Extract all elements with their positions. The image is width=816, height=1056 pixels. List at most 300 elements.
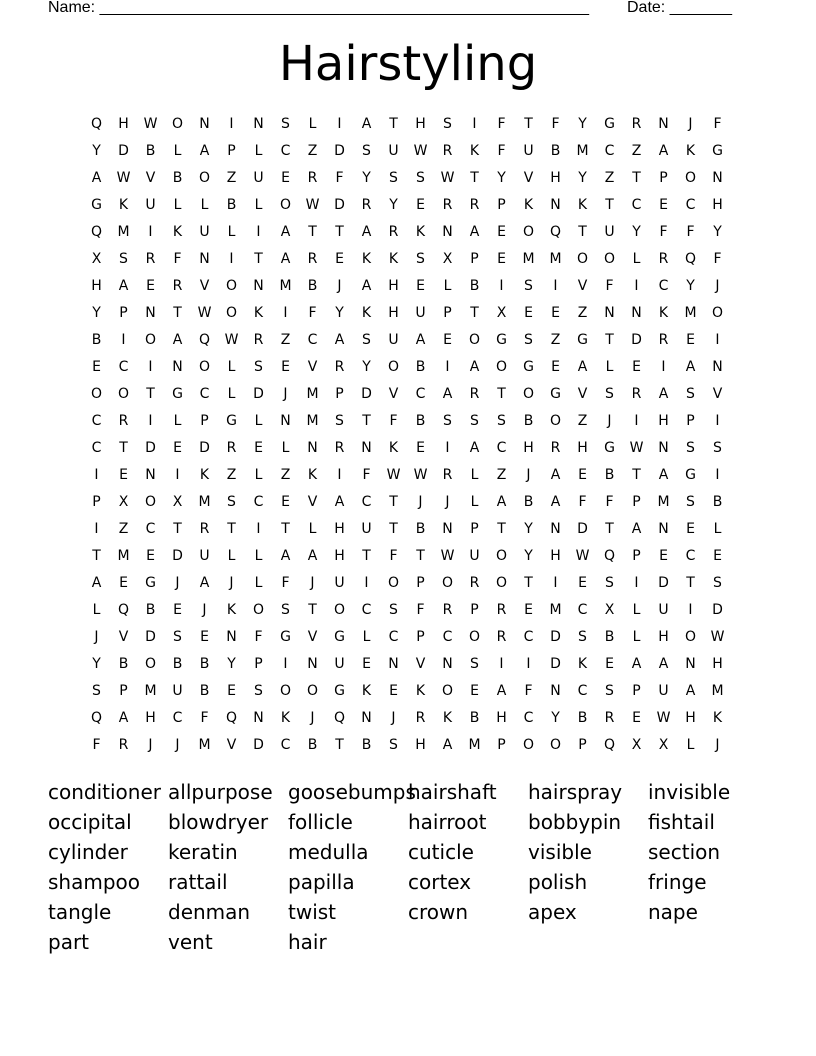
grid-letter: Y [362,170,371,186]
grid-letter: Y [92,656,101,672]
grid-letter: X [442,251,453,267]
grid-letter: A [280,251,291,267]
grid-letter: F [605,278,614,294]
grid-letter: A [685,683,696,699]
grid-letter: A [469,440,480,456]
word-bank-item: shampoo [48,870,141,894]
word-bank-item: goosebumps [288,780,416,804]
grid-letter: C [91,440,102,456]
grid-letter: F [659,224,668,240]
grid-letter: S [605,575,614,591]
grid-letter: P [578,737,587,753]
grid-row [83,624,731,651]
grid-letter: I [472,116,477,132]
grid-letter: A [307,548,318,564]
grid-letter: C [577,683,588,699]
grid-letter: N [658,440,669,456]
grid-letter: A [631,521,642,537]
grid-letter: E [524,305,533,321]
grid-letter: E [470,683,479,699]
grid-letter: A [550,467,561,483]
grid-letter: T [119,440,128,456]
grid-letter: C [442,629,453,645]
word-bank-item: polish [528,870,588,894]
grid-letter: F [200,710,209,726]
grid-letter: N [253,710,264,726]
grid-letter: P [470,251,479,267]
grid-letter: R [334,440,345,456]
grid-letter: I [148,359,153,375]
grid-letter: P [443,305,452,321]
grid-letter: C [415,386,426,402]
grid-letter: L [686,737,695,753]
grid-letter: L [632,602,641,618]
grid-letter: V [307,359,318,375]
grid-letter: Y [92,305,101,321]
grid-letter: J [337,278,342,294]
grid-letter: A [199,575,210,591]
grid-letter: I [553,278,558,294]
grid-letter: S [524,332,533,348]
grid-letter: B [145,602,156,618]
grid-letter: R [550,440,561,456]
grid-letter: H [712,197,723,213]
grid-letter: O [495,548,508,564]
grid-letter: T [605,521,614,537]
grid-letter: J [715,278,720,294]
grid-letter: D [631,332,642,348]
grid-letter: V [712,386,723,402]
grid-letter: D [361,386,372,402]
grid-letter: A [442,386,453,402]
grid-letter: P [497,737,506,753]
grid-letter: J [148,737,153,753]
grid-row [83,300,731,327]
grid-letter: J [418,494,423,510]
grid-letter: Y [713,224,722,240]
grid-letter: H [145,710,156,726]
grid-letter: K [577,656,588,672]
word-bank-item: blowdryer [168,810,269,834]
grid-letter: J [175,575,180,591]
grid-letter: O [387,575,400,591]
grid-letter: Y [92,143,101,159]
grid-letter: M [306,386,319,402]
grid-row [83,570,731,597]
grid-letter: Q [90,224,103,240]
grid-letter: D [550,629,561,645]
word-bank-item: section [648,840,721,864]
grid-letter: Y [524,548,533,564]
grid-letter: S [173,629,182,645]
grid-letter: S [416,251,425,267]
grid-letter: E [497,224,506,240]
grid-letter: S [686,440,695,456]
grid-letter: L [200,197,209,213]
grid-letter: B [523,494,534,510]
grid-letter: E [551,305,560,321]
grid-letter: M [198,494,211,510]
grid-letter: K [361,305,372,321]
grid-letter: S [443,116,452,132]
grid-letter: O [495,575,508,591]
grid-letter: L [227,359,236,375]
grid-letter: N [307,440,318,456]
grid-letter: T [605,197,614,213]
word-bank-item: denman [168,900,251,924]
header [48,0,748,20]
grid-letter: R [145,251,156,267]
word-bank-item: vent [168,930,213,954]
grid-letter: N [442,656,453,672]
grid-letter: N [226,629,237,645]
grid-letter: H [334,521,345,537]
word-bank [48,778,768,958]
grid-letter: N [361,440,372,456]
grid-letter: E [578,467,587,483]
grid-letter: A [469,359,480,375]
grid-row [83,354,731,381]
grid-letter: J [229,575,234,591]
grid-letter: F [254,629,263,645]
grid-letter: K [280,710,291,726]
grid-letter: R [469,575,480,591]
grid-letter: R [118,737,129,753]
word-bank-item: fishtail [648,810,715,834]
grid-letter: H [496,710,507,726]
grid-letter: T [389,494,398,510]
grid-letter: F [335,170,344,186]
grid-letter: R [631,386,642,402]
grid-letter: B [469,278,480,294]
grid-letter: Y [497,170,506,186]
grid-letter: E [686,332,695,348]
grid-letter: J [445,494,450,510]
grid-letter: Q [90,710,103,726]
grid-letter: K [307,467,318,483]
grid-letter: A [172,332,183,348]
grid-letter: Y [686,278,695,294]
word-bank-item: invisible [648,780,731,804]
grid-letter: U [199,548,210,564]
grid-letter: T [605,332,614,348]
grid-letter: L [173,413,182,429]
grid-letter: S [389,170,398,186]
word-bank-item: visible [528,840,592,864]
grid-letter: E [443,332,452,348]
grid-letter: U [253,170,264,186]
grid-letter: L [632,251,641,267]
grid-letter: P [200,413,209,429]
grid-letter: T [173,305,182,321]
grid-letter: I [175,467,180,483]
grid-letter: U [199,224,210,240]
grid-letter: C [685,197,696,213]
grid-letter: K [253,305,264,321]
grid-letter: S [443,413,452,429]
grid-letter: D [118,143,129,159]
grid-letter: U [334,575,345,591]
grid-letter: K [685,143,696,159]
grid-letter: J [202,602,207,618]
grid-letter: I [283,656,288,672]
grid-letter: U [172,683,183,699]
grid-letter: A [415,332,426,348]
word-bank-item: tangle [48,900,112,924]
grid-letter: K [415,683,426,699]
grid-letter: I [364,575,369,591]
grid-letter: P [416,575,425,591]
grid-letter: T [470,170,479,186]
grid-row [83,732,731,759]
grid-letter: S [362,332,371,348]
grid-letter: N [145,305,156,321]
grid-letter: C [280,143,291,159]
grid-letter: W [440,170,455,186]
grid-letter: W [413,467,428,483]
grid-letter: Q [603,548,616,564]
grid-letter: W [629,440,644,456]
grid-letter: N [685,656,696,672]
grid-letter: G [334,629,345,645]
grid-letter: C [577,602,588,618]
grid-letter: I [229,251,234,267]
grid-letter: M [198,737,211,753]
grid-letter: B [172,656,183,672]
grid-letter: O [279,197,292,213]
grid-letter: Z [577,305,588,321]
grid-letter: O [198,359,211,375]
grid-letter: D [658,575,669,591]
grid-letter: S [389,737,398,753]
grid-letter: Q [333,710,346,726]
grid-letter: A [442,737,453,753]
grid-letter: P [659,170,668,186]
grid-letter: A [118,278,129,294]
grid-letter: P [470,521,479,537]
grid-letter: X [118,494,129,510]
grid-letter: T [497,521,506,537]
word-bank-item: follicle [288,810,353,834]
grid-letter: H [388,305,399,321]
grid-letter: O [198,170,211,186]
grid-letter: K [226,602,237,618]
grid-letter: H [658,413,669,429]
grid-letter: S [497,413,506,429]
grid-letter: A [496,494,507,510]
grid-letter: E [200,629,209,645]
grid-letter: D [712,602,723,618]
grid-letter: T [686,575,695,591]
date-field-label[interactable]: Date: _______ [627,0,732,16]
grid-letter: U [658,602,669,618]
grid-letter: T [389,521,398,537]
grid-letter: I [499,656,504,672]
grid-letter: L [227,548,236,564]
grid-letter: O [468,629,481,645]
grid-letter: C [145,521,156,537]
grid-letter: B [550,143,561,159]
grid-letter: R [496,602,507,618]
grid-letter: V [145,170,156,186]
grid-letter: D [199,440,210,456]
grid-letter: H [577,440,588,456]
grid-letter: R [226,440,237,456]
grid-letter: L [227,224,236,240]
grid-letter: O [117,386,130,402]
grid-letter: P [119,305,128,321]
grid-letter: N [172,359,183,375]
grid-letter: A [280,548,291,564]
grid-letter: L [173,143,182,159]
grid-letter: B [604,467,615,483]
grid-letter: K [361,251,372,267]
grid-row [83,543,731,570]
grid-letter: D [334,143,345,159]
grid-letter: F [362,467,371,483]
grid-letter: Q [549,224,562,240]
grid-letter: E [632,710,641,726]
grid-letter: T [308,224,317,240]
grid-letter: N [550,683,561,699]
grid-letter: V [415,656,426,672]
word-bank-item: hairshaft [408,780,497,804]
grid-row [83,678,731,705]
grid-letter: C [523,629,534,645]
grid-letter: A [199,143,210,159]
grid-letter: O [144,656,157,672]
grid-letter: G [550,386,561,402]
grid-letter: E [119,467,128,483]
grid-letter: S [416,170,425,186]
grid-letter: K [469,143,480,159]
grid-letter: G [712,143,723,159]
grid-letter: B [91,332,102,348]
grid-letter: Y [335,305,344,321]
grid-letter: F [551,116,560,132]
grid-letter: O [495,359,508,375]
grid-letter: O [468,332,481,348]
grid-letter: O [441,683,454,699]
grid-letter: X [496,305,507,321]
grid-letter: L [632,629,641,645]
grid-letter: G [523,359,534,375]
name-field-label[interactable]: Name: _______________________________________________________ [48,0,589,16]
grid-letter: E [686,521,695,537]
grid-letter: O [549,737,562,753]
grid-letter: S [578,629,587,645]
grid-letter: H [658,629,669,645]
grid-letter: A [631,656,642,672]
grid-letter: L [254,413,263,429]
grid-letter: R [658,332,669,348]
grid-letter: Z [226,170,237,186]
grid-letter: A [91,170,102,186]
grid-letter: D [253,386,264,402]
grid-letter: M [522,251,535,267]
grid-letter: G [334,683,345,699]
grid-letter: A [469,224,480,240]
grid-row [83,408,731,435]
grid-letter: O [171,116,184,132]
grid-letter: L [254,467,263,483]
grid-letter: A [334,494,345,510]
grid-letter: E [146,548,155,564]
word-bank-item: twist [288,900,337,924]
grid-letter: J [715,737,720,753]
grid-letter: Y [551,710,560,726]
grid-letter: G [280,629,291,645]
grid-letter: U [388,332,399,348]
grid-letter: R [631,116,642,132]
grid-letter: V [199,278,210,294]
grid-letter: X [631,737,642,753]
grid-letter: F [92,737,101,753]
grid-letter: K [199,467,210,483]
grid-letter: M [117,548,130,564]
grid-row [83,705,731,732]
grid-letter: O [252,602,265,618]
grid-row [83,273,731,300]
grid-letter: P [92,494,101,510]
grid-letter: Y [227,656,236,672]
grid-letter: O [144,494,157,510]
grid-letter: O [144,332,157,348]
grid-letter: O [333,602,346,618]
grid-letter: O [684,629,697,645]
grid-letter: H [712,656,723,672]
grid-row [83,597,731,624]
grid-letter: R [253,332,264,348]
grid-letter: A [550,494,561,510]
word-bank-item: hair [288,930,327,954]
grid-letter: G [172,386,183,402]
grid-letter: R [361,197,372,213]
page-title: Hairstyling [278,36,538,92]
grid-letter: C [280,737,291,753]
grid-letter: G [685,467,696,483]
grid-letter: X [604,602,615,618]
grid-letter: S [254,683,263,699]
grid-letter: H [388,278,399,294]
grid-letter: B [307,737,318,753]
grid-letter: R [442,197,453,213]
grid-letter: V [523,170,534,186]
grid-letter: R [307,170,318,186]
grid-letter: P [227,143,236,159]
grid-letter: J [310,575,315,591]
grid-letter: R [199,521,210,537]
grid-letter: E [362,656,371,672]
grid-letter: O [711,305,724,321]
grid-letter: V [577,386,588,402]
grid-letter: Y [632,224,641,240]
grid-letter: F [389,413,398,429]
grid-letter: Q [198,332,211,348]
grid-letter: T [470,305,479,321]
word-bank-item: conditioner [48,780,161,804]
grid-letter: S [524,278,533,294]
grid-letter: B [415,521,426,537]
grid-letter: E [92,359,101,375]
grid-letter: L [443,278,452,294]
grid-letter: F [605,494,614,510]
word-bank-item: cortex [408,870,472,894]
grid-letter: T [281,521,290,537]
grid-letter: N [658,116,669,132]
grid-letter: B [523,413,534,429]
grid-letter: S [713,575,722,591]
